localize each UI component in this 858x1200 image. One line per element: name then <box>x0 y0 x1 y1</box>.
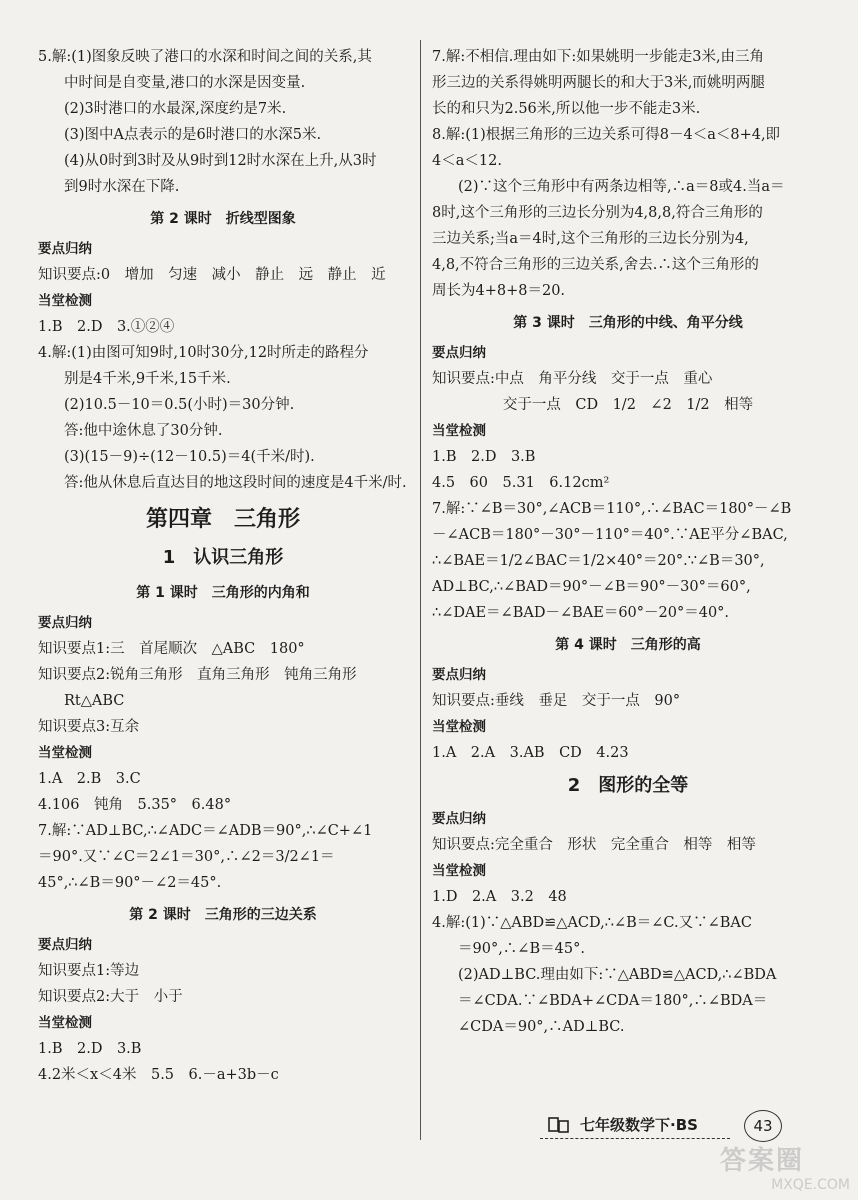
right-line: 周长为4+8+8＝20. <box>432 283 566 299</box>
left-line: 1 认识三角形 <box>162 547 284 568</box>
right-line: AD⊥BC,∴∠BAD＝90°－∠B＝90°－30°＝60°, <box>432 579 751 595</box>
right-line: 第 3 课时 三角形的中线、角平分线 <box>513 315 743 331</box>
left-line: 到9时水深在下降. <box>64 179 180 195</box>
left-line: 知识要点1:等边 <box>38 963 140 979</box>
right-line: 7.解:∵∠B＝30°,∠ACB＝110°,∴∠BAC＝180°－∠B <box>432 501 792 517</box>
book-title: 七年级数学下·BS <box>580 1116 698 1134</box>
right-line: 形三边的关系得姚明两腿长的和大于3米,而姚明两腿 <box>432 75 765 91</box>
left-line: 答:他从休息后直达目的地这段时间的速度是4千米/时. <box>64 475 407 491</box>
left-line: 7.解:∵AD⊥BC,∴∠ADC＝∠ADB＝90°,∴∠C+∠1 <box>38 823 373 839</box>
right-line: 当堂检测 <box>432 719 486 735</box>
left-line: 1.B 2.D 3.B <box>38 1041 142 1057</box>
right-line: (2)∵这个三角形中有两条边相等,∴a＝8或4.当a＝ <box>458 179 785 195</box>
left-line: 第 2 课时 三角形的三边关系 <box>129 907 317 923</box>
right-line: (2)AD⊥BC.理由如下:∵△ABD≌△ACD,∴∠BDA <box>458 967 777 983</box>
left-line: (2)3时港口的水最深,深度约是7米. <box>64 101 287 117</box>
right-line: 当堂检测 <box>432 423 486 439</box>
left-line: 知识要点1:三 首尾顺次 △ABC 180° <box>38 641 305 657</box>
right-line: ∴∠BAE＝1/2∠BAC＝1/2×40°＝20°.∵∠B＝30°, <box>432 553 765 569</box>
left-line: (3)图中A点表示的是6时港口的水深5米. <box>64 127 322 143</box>
left-line: 45°,∴∠B＝90°－∠2＝45°. <box>38 875 222 891</box>
left-line: Rt△ABC <box>64 693 125 709</box>
right-line: 交于一点 CD 1/2 ∠2 1/2 相等 <box>502 397 754 413</box>
right-column <box>432 44 824 1040</box>
right-line: ＝∠CDA.∵∠BDA+∠CDA＝180°,∴∠BDA＝ <box>458 993 768 1009</box>
right-line: 当堂检测 <box>432 863 486 879</box>
left-line: 第 1 课时 三角形的内角和 <box>136 585 310 601</box>
left-line: 第四章 三角形 <box>145 507 300 532</box>
left-line: 当堂检测 <box>38 293 92 309</box>
left-line: 要点归纳 <box>38 937 92 953</box>
left-line: (3)(15－9)÷(12－10.5)＝4(千米/时). <box>64 449 315 465</box>
left-line: 1.B 2.D 3.①②④ <box>38 319 175 335</box>
right-line: 要点归纳 <box>432 667 486 683</box>
right-line: 知识要点:中点 角平分线 交于一点 重心 <box>432 371 713 387</box>
left-line: 要点归纳 <box>38 241 92 257</box>
left-line: 当堂检测 <box>38 1015 92 1031</box>
right-line: 知识要点:完全重合 形状 完全重合 相等 相等 <box>432 837 756 853</box>
right-line: 长的和只为2.56米,所以他一步不能走3米. <box>432 101 701 117</box>
left-line: (4)从0时到3时及从9时到12时水深在上升,从3时 <box>64 153 377 169</box>
right-line: 要点归纳 <box>432 811 486 827</box>
left-line: 4.解:(1)由图可知9时,10时30分,12时所走的路程分 <box>38 345 369 361</box>
right-line: －∠ACB＝180°－30°－110°＝40°.∵AE平分∠BAC, <box>432 527 788 543</box>
left-line: 知识要点2:大于 小于 <box>38 989 183 1005</box>
right-line: 1.D 2.A 3.2 48 <box>432 889 567 905</box>
right-line: 4.解:(1)∵△ABD≌△ACD,∴∠B＝∠C.又∵∠BAC <box>432 915 752 931</box>
right-line: 第 4 课时 三角形的高 <box>555 637 701 653</box>
left-line: 别是4千米,9千米,15千米. <box>64 371 231 387</box>
left-line: 当堂检测 <box>38 745 92 761</box>
right-line: 三边关系;当a＝4时,这个三角形的三边长分别为4, <box>432 231 749 247</box>
column-divider <box>420 40 421 1140</box>
right-line: 知识要点:垂线 垂足 交于一点 90° <box>432 693 681 709</box>
left-line: 答:他中途休息了30分钟. <box>64 423 223 439</box>
left-line: (2)10.5－10＝0.5(小时)＝30分钟. <box>64 397 295 413</box>
left-line: 4.2米＜x＜4米 5.5 6.－a+3b－c <box>38 1067 279 1083</box>
right-line: 8.解:(1)根据三角形的三边关系可得8－4＜a＜8+4,即 <box>432 127 781 143</box>
right-line: 2 图形的全等 <box>567 775 689 796</box>
right-line: 7.解:不相信.理由如下:如果姚明一步能走3米,由三角 <box>432 49 765 65</box>
left-line: 4.106 钝角 5.35° 6.48° <box>38 797 232 813</box>
footer-dashed-line <box>540 1138 730 1139</box>
right-line: 1.B 2.D 3.B <box>432 449 536 465</box>
left-line: ＝90°.又∵∠C＝2∠1＝30°,∴∠2＝3/2∠1＝ <box>38 849 335 865</box>
right-line: ∠CDA＝90°,∴AD⊥BC. <box>458 1019 625 1035</box>
watermark-logo-text: 答案圈 <box>720 1146 805 1176</box>
left-line: 1.A 2.B 3.C <box>38 771 141 787</box>
page-number: 43 <box>744 1110 782 1142</box>
right-line: ＝90°,∴∠B＝45°. <box>458 941 585 957</box>
left-line: 要点归纳 <box>38 615 92 631</box>
right-line: 4.5 60 5.31 6.12cm² <box>432 475 610 491</box>
left-line: 第 2 课时 折线型图象 <box>150 211 296 227</box>
left-line: 知识要点2:锐角三角形 直角三角形 钝角三角形 <box>38 667 357 683</box>
left-line: 中时间是自变量,港口的水深是因变量. <box>64 75 306 91</box>
right-line: 4＜a＜12. <box>432 153 502 169</box>
left-line: 知识要点:0 增加 匀速 减小 静止 远 静止 近 <box>38 267 386 283</box>
left-column <box>38 44 408 1088</box>
right-line: ∴∠DAE＝∠BAD－∠BAE＝60°－20°＝40°. <box>432 605 730 621</box>
right-line: 8时,这个三角形的三边长分别为4,8,8,符合三角形的 <box>432 205 763 221</box>
left-line: 知识要点3:互余 <box>38 719 140 735</box>
left-line: 5.解:(1)图象反映了港口的水深和时间之间的关系,其 <box>38 49 372 65</box>
right-line: 1.A 2.A 3.AB CD 4.23 <box>432 745 629 761</box>
right-line: 4,8,不符合三角形的三边关系,舍去.∴这个三角形的 <box>432 257 759 273</box>
book-logo-icon <box>548 1116 570 1134</box>
watermark-url: MXQE.COM <box>771 1177 850 1193</box>
right-line: 要点归纳 <box>432 345 486 361</box>
site-watermark <box>720 1140 850 1193</box>
